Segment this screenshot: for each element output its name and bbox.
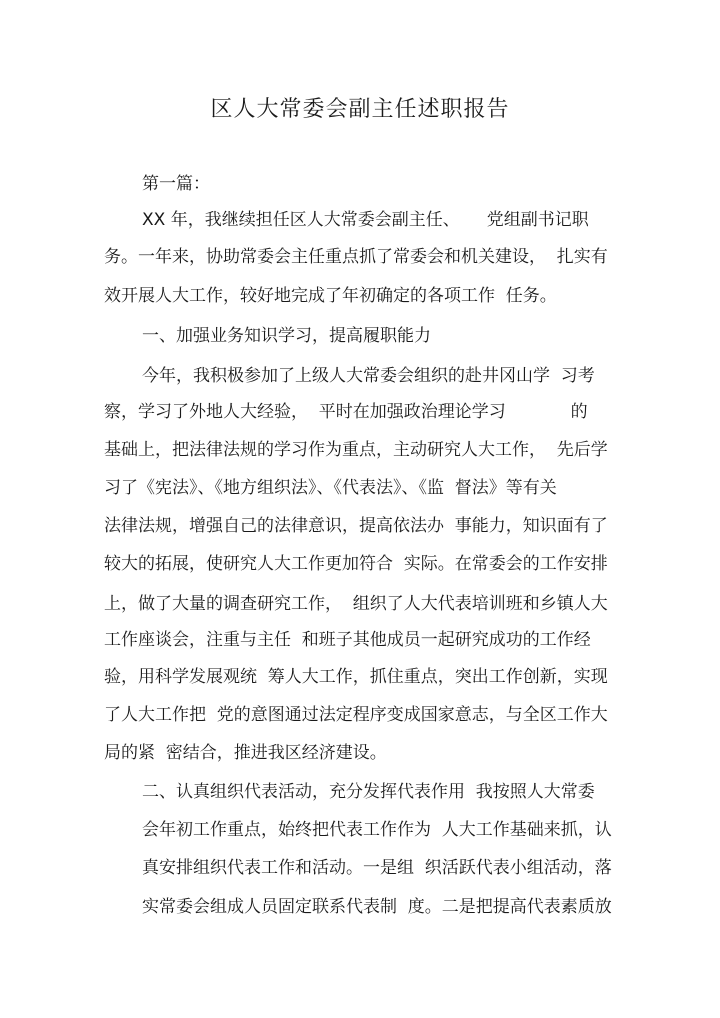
paragraph-line: 察，学习了外地人大经验， 平时在加强政治理论学习 的 [104, 402, 588, 422]
paragraph-line: 效开展人大工作，较好地完成了年初确定的各项工作 任务。 [104, 286, 557, 306]
paragraph-line: XX 年，我继续担任区人大常委会副主任、 党组副书记职 [142, 210, 589, 230]
paragraph-line: 习了《宪法》、《地方组织法》、《代表法》、《监 督法》等有关 [104, 478, 557, 498]
paragraph-line: 法律法规，增强自己的法律意识，提高依法办 事能力，知识面有了 [104, 516, 608, 536]
section-heading-part-one: 第一篇： [142, 174, 210, 194]
section-heading-one: 一、加强业务知识学习，提高履职能力 [142, 326, 431, 346]
paragraph-line: 基础上，把法律法规的学习作为重点，主动研究人大工作， 先后学 [104, 440, 608, 460]
section-heading-two: 二、认真组织代表活动，充分发挥代表作用 我按照人大常委 [142, 782, 595, 802]
paragraph-line: 验，用科学发展观统 筹人大工作，抓住重点，突出工作创新，实现 [104, 667, 608, 687]
paragraph-line: 了人大工作把 党的意图通过法定程序变成国家意志，与全区工作大 [104, 705, 608, 725]
paragraph-line: 今年，我积极参加了上级人大常委会组织的赴井冈山学 习考 [142, 366, 595, 386]
paragraph-line: 较大的拓展，使研究人大工作更加符合 实际。在常委会的工作安排 [104, 554, 608, 574]
paragraph-line: 务。一年来，协助常委会主任重点抓了常委会和机关建设， 扎实有 [104, 247, 608, 267]
paragraph-line: 工作座谈会，注重与主任 和班子其他成员一起研究成功的工作经 [104, 630, 591, 650]
paragraph-line: 上，做了大量的调查研究工作， 组织了人大代表培训班和乡镇人大 [104, 594, 608, 614]
paragraph-line: 会年初工作重点，始终把代表工作作为 人大工作基础来抓，认 [142, 820, 612, 840]
document-title: 区人大常委会副主任述职报告 [210, 97, 510, 122]
paragraph-line: 局的紧 密结合，推进我区经济建设。 [104, 743, 387, 763]
paragraph-line: 实常委会组成人员固定联系代表制 度。二是把提高代表素质放 [142, 897, 612, 917]
paragraph-line: 真安排组织代表工作和活动。一是组 织活跃代表小组活动，落 [142, 858, 612, 878]
